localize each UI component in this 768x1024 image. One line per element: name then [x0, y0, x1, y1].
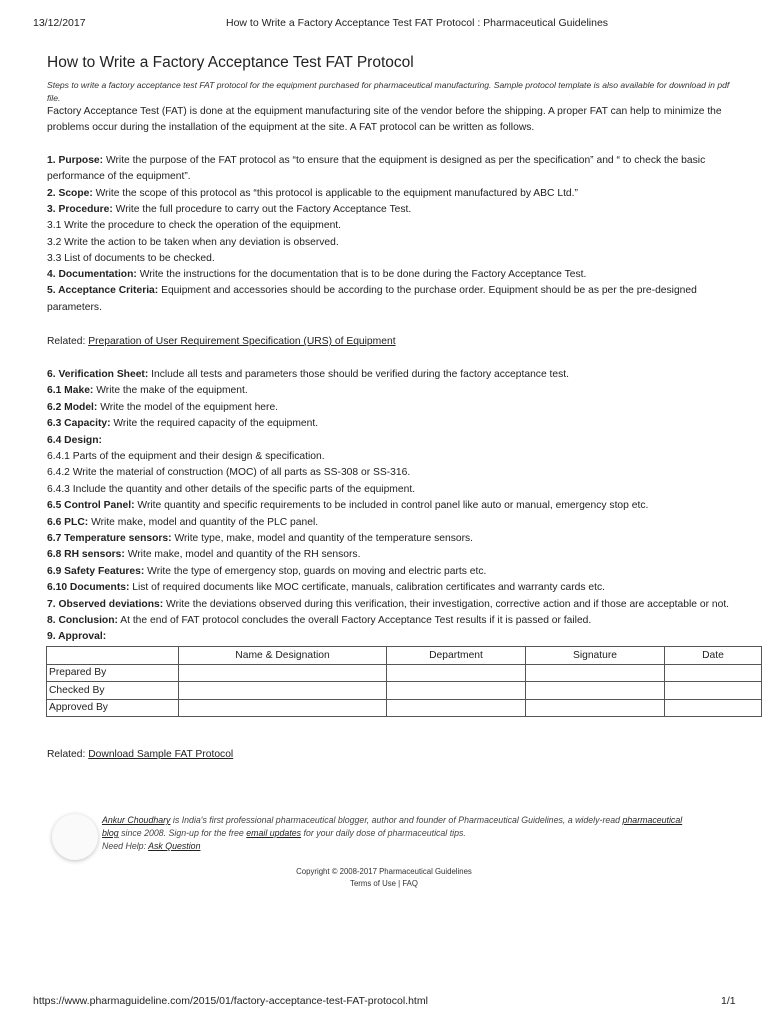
protocol-line [47, 171, 191, 182]
table-header-cell: Date [665, 647, 762, 665]
step-text: performance of the equipment”. [47, 171, 191, 183]
intro-line-2: problems occur during the installation of the equipment at the site. A FAT protocol can be written as follows. [47, 122, 535, 133]
related-prefix: Related: [47, 749, 89, 760]
step-text: Write quantity and specific requirements to be included in control panel like auto or manual, emergency stop etc. [134, 500, 649, 512]
table-header-cell [47, 647, 179, 665]
copyright-text: Copyright © 2008-2017 Pharmaceutical Guidelines [296, 867, 472, 876]
step-text: Write the purpose of the FAT protocol as “to ensure that the equipment is designed as per the specification” and “ to check the basic [103, 155, 706, 166]
step-text: Include all tests and parameters those should be verified during the factory acceptance test. [148, 369, 569, 380]
table-cell [179, 682, 387, 700]
protocol-line [47, 302, 102, 313]
protocol-line [47, 451, 325, 462]
author-avatar [52, 814, 98, 860]
step-label: 3. Procedure: [47, 203, 113, 215]
protocol-line [47, 484, 415, 495]
step-text: 6.4.1 Parts of the equipment and their design & specification. [47, 451, 325, 462]
step-label: 5. Acceptance Criteria: [47, 285, 159, 297]
table-row [47, 682, 762, 700]
step-text: Equipment and accessories should be according to the purchase order. Equipment should be as per the pre-designed [158, 285, 697, 297]
step-label: 6.8 RH sensors: [47, 549, 125, 561]
table-cell [387, 699, 526, 717]
pharma-link[interactable]: pharmaceutical [622, 815, 683, 825]
ask-question-link[interactable]: Ask Question [148, 841, 201, 851]
protocol-line [47, 533, 473, 544]
related-urs [47, 336, 396, 347]
protocol-line [47, 582, 605, 593]
table-header-cell: Signature [526, 647, 665, 665]
author-help-line [102, 841, 200, 851]
step-text: Write type, make, model and quantity of the temperature sensors. [171, 533, 474, 544]
step-text: 6.4.3 Include the quantity and other details of the specific parts of the equipment. [47, 483, 416, 495]
step-text: Write the model of the equipment here. [97, 401, 279, 413]
table-cell [665, 664, 762, 682]
step-text: List of required documents like MOC certificate, manuals, calibration certificates and warranty cards etc. [129, 582, 605, 594]
email-updates-link[interactable]: email updates [246, 828, 302, 838]
step-text: 3.3 List of documents to be checked. [47, 252, 215, 264]
step-label: 8. Conclusion: [47, 615, 118, 626]
step-label: 6.10 Documents: [47, 582, 130, 594]
step-label: 6.7 Temperature sensors: [47, 533, 172, 544]
protocol-line [47, 253, 215, 264]
table-cell [387, 664, 526, 682]
article-title: How to Write a Factory Acceptance Test FAT Protocol [47, 54, 414, 71]
author-bio-text: for your daily dose of pharmaceutical tips. [301, 828, 466, 838]
step-label: 6.1 Make: [47, 385, 94, 397]
author-bio-line-1 [102, 815, 682, 825]
table-cell [526, 682, 665, 700]
step-label: 9. Approval: [47, 631, 107, 643]
protocol-line [47, 237, 339, 248]
table-cell [665, 699, 762, 717]
step-label: 4. Documentation: [47, 269, 137, 281]
protocol-line [47, 467, 410, 478]
step-label: 6.9 Safety Features: [47, 565, 145, 577]
table-cell [526, 664, 665, 682]
protocol-line [47, 435, 102, 446]
protocol-line [47, 220, 341, 231]
author-bio-text: since 2008. Sign-up for the free [118, 828, 247, 838]
step-text: 6.4.2 Write the material of construction (MOC) of all parts as SS-308 or SS-316. [47, 467, 411, 479]
protocol-line [47, 155, 705, 166]
print-page-title: How to Write a Factory Acceptance Test FAT Protocol : Pharmaceutical Guidelines [226, 17, 609, 29]
table-cell [665, 682, 762, 700]
step-text: Write the scope of this protocol as “this protocol is applicable to the equipment manufactured by ABC Ltd.” [92, 187, 578, 199]
table-cell [526, 699, 665, 717]
step-text: Write the full procedure to carry out the Factory Acceptance Test. [112, 203, 412, 215]
protocol-line [47, 549, 360, 560]
article-subtitle: Steps to write a factory acceptance test FAT protocol for the equipment purchased for pharmaceutical manufacturing. Sample protocol template is also available for download in pdf file. [47, 80, 730, 103]
row-label: Checked By [47, 682, 179, 700]
table-row [47, 664, 762, 682]
step-label: 7. Observed deviations: [47, 598, 164, 610]
table-cell [179, 664, 387, 682]
step-text: 3.1 Write the procedure to check the operation of the equipment. [47, 220, 342, 232]
step-text: Write make, model and quantity of the PLC panel. [88, 516, 319, 528]
step-label: 6. Verification Sheet: [47, 369, 149, 380]
urs-link[interactable]: Preparation of User Requirement Specification (URS) of Equipment [88, 336, 396, 347]
approval-table [46, 646, 762, 717]
protocol-line [47, 369, 569, 380]
step-text: 3.2 Write the action to be taken when any deviation is observed. [47, 236, 339, 248]
help-prefix: Need Help: [102, 841, 149, 851]
step-text: Write the required capacity of the equipment. [110, 418, 319, 430]
step-text: parameters. [47, 301, 102, 313]
step-text: Write the deviations observed during this verification, their investigation, corrective action and if those are acceptable or not. [163, 598, 730, 610]
protocol-line [47, 385, 248, 396]
protocol-line [47, 285, 697, 296]
protocol-line [47, 615, 591, 626]
author-name-link[interactable]: Ankur Choudhary [102, 815, 171, 825]
protocol-line [47, 500, 648, 511]
footer-links[interactable]: Terms of Use | FAQ [350, 879, 418, 888]
step-text: Write the type of emergency stop, guards on moving and electric parts etc. [144, 565, 487, 577]
protocol-line [47, 418, 318, 429]
step-label: 6.3 Capacity: [47, 418, 111, 430]
step-label: 6.2 Model: [47, 401, 98, 413]
intro-line-1: Factory Acceptance Test (FAT) is done at the equipment manufacturing site of the vendor before the shipping. A proper FAT can help to minimize the [47, 106, 722, 117]
print-url: https://www.pharmaguideline.com/2015/01/factory-acceptance-test-FAT-protocol.html [33, 995, 428, 1007]
protocol-line [47, 402, 278, 413]
related-download [47, 749, 233, 760]
step-label: 6.6 PLC: [47, 516, 89, 528]
row-label: Prepared By [47, 664, 179, 682]
table-header-cell: Department [387, 647, 526, 665]
blog-link[interactable]: blog [102, 828, 119, 838]
step-label: 6.4 Design: [47, 434, 102, 446]
print-page-number: 1/1 [721, 995, 736, 1007]
step-label: 1. Purpose: [47, 155, 104, 166]
print-date: 13/12/2017 [33, 17, 86, 29]
table-cell [179, 699, 387, 717]
protocol-line [47, 517, 318, 528]
related-prefix: Related: [47, 336, 89, 347]
protocol-line [47, 631, 106, 642]
step-label: 6.5 Control Panel: [47, 500, 135, 512]
table-header-row [47, 647, 762, 665]
step-text: Write the make of the equipment. [93, 385, 248, 397]
step-label: 2. Scope: [47, 187, 93, 199]
protocol-line [47, 188, 578, 199]
download-fat-protocol-link[interactable]: Download Sample FAT Protocol [88, 749, 234, 760]
table-cell [387, 682, 526, 700]
protocol-line [47, 566, 486, 577]
step-text: Write make, model and quantity of the RH sensors. [124, 549, 361, 561]
table-row [47, 699, 762, 717]
step-text: At the end of FAT protocol concludes the overall Factory Acceptance Test results if it is passed or failed. [117, 615, 592, 626]
author-bio-text: is India's first professional pharmaceutical blogger, author and founder of Pharmaceutical Guidelines, a widely-read [170, 815, 623, 825]
protocol-line [47, 599, 729, 610]
protocol-line [47, 269, 586, 280]
row-label: Approved By [47, 699, 179, 717]
table-header-cell: Name & Designation [179, 647, 387, 665]
author-bio-line-2 [102, 828, 466, 838]
protocol-line [47, 204, 411, 215]
step-text: Write the instructions for the documentation that is to be done during the Factory Acceptance Test. [136, 269, 587, 281]
